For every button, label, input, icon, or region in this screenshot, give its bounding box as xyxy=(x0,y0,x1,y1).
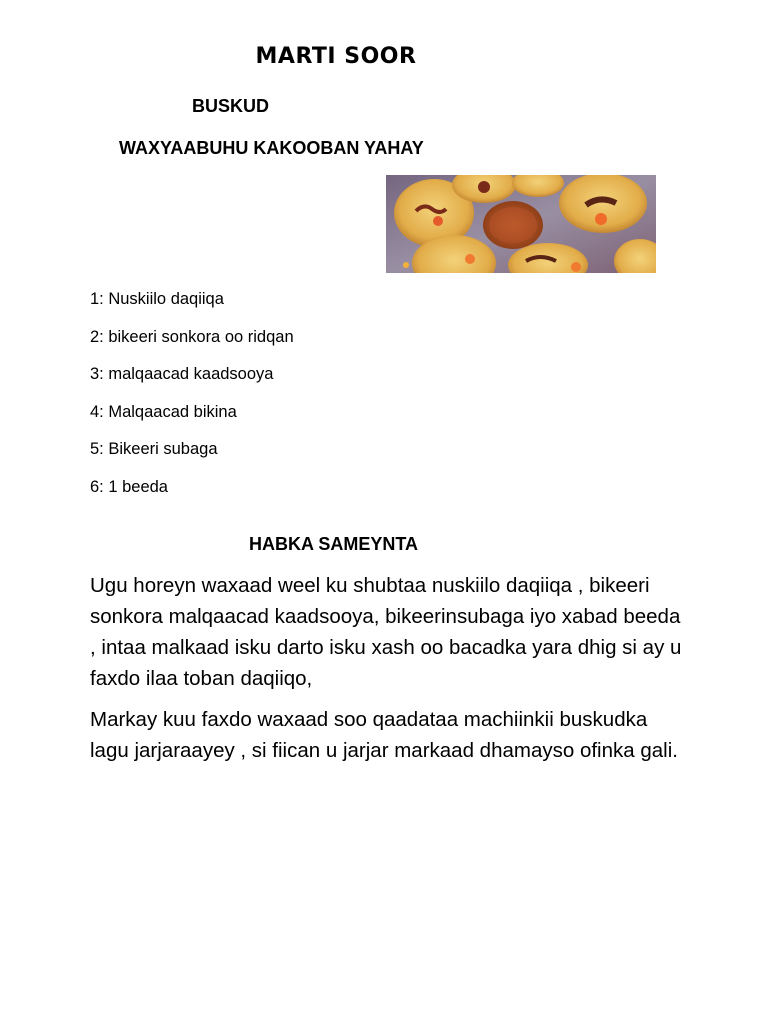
ingredients-heading: WAXYAABUHU KAKOOBAN YAHAY xyxy=(119,138,424,158)
method-paragraph-2: Markay kuu faxdo waxaad soo qaadataa machiinkii buskudka lagu jarjaraayey , si fiican u jarjar markaad dhamayso ofinka gali. xyxy=(90,708,678,762)
list-item: 2: bikeeri sonkora oo ridqan xyxy=(90,327,294,346)
list-item: 4: Malqaacad bikina xyxy=(90,402,237,421)
cookies-photo-graphic xyxy=(386,175,656,273)
ingredients-list xyxy=(90,288,294,514)
recipe-name: BUSKUD xyxy=(192,96,270,116)
document-title: MARTI SOOR xyxy=(255,44,417,69)
list-item: 1: Nuskiilo daqiiqa xyxy=(90,290,224,308)
list-item: 6: 1 beeda xyxy=(90,477,168,496)
list-item: 3: malqaacad kaadsooya xyxy=(90,365,274,384)
cookies-photo xyxy=(386,175,656,273)
method-paragraph-1: Ugu horeyn waxaad weel ku shubtaa nuskiilo daqiiqa , bikeeri sonkora malqaacad kaadsooya, bikeerinsubaga iyo xabad beeda , intaa malkaad isku darto isku xash oo bacadka yara dhig si ay u faxdo ilaa toban daqiiqo, xyxy=(90,574,682,690)
list-item: 5: Bikeeri subaga xyxy=(90,440,218,459)
method-heading: HABKA SAMEYNTA xyxy=(249,534,418,554)
